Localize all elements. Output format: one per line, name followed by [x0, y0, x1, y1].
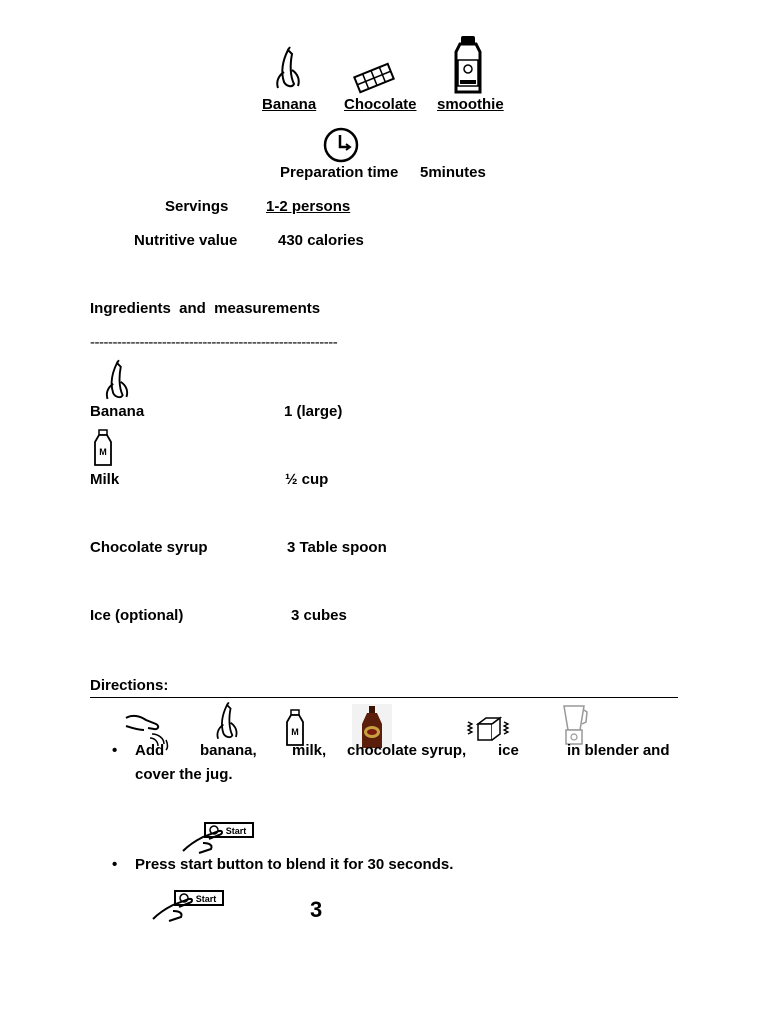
step1-end: in blender and [567, 742, 670, 759]
prep-time-label: Preparation time [280, 164, 399, 181]
chocolate-bar-icon [352, 62, 396, 94]
ingredient-amount: 3 cubes [291, 607, 347, 624]
ingredient-name: Milk [90, 471, 120, 488]
ingredient-amount: 1 (large) [284, 403, 343, 420]
ingredient-amount: 3 Table spoon [287, 539, 387, 556]
ingredient-name: Ice (optional) [90, 607, 184, 624]
banana-icon [211, 700, 243, 742]
ingredients-divider: ------------------------------------------------------- [90, 334, 338, 351]
step1-line2: cover the jug. [135, 766, 233, 783]
servings-value: 1-2 persons [266, 198, 351, 215]
title-word-banana: Banana [262, 96, 317, 113]
press-start-icon [181, 821, 257, 857]
ingredients-heading: Ingredients and measurements [90, 300, 321, 317]
milk-bottle-icon [93, 429, 113, 467]
blender-icon [560, 704, 588, 746]
ingredient-name: Banana [90, 403, 145, 420]
servings-label: Servings [165, 198, 229, 215]
ingredient-name: Chocolate syrup [90, 539, 208, 556]
step2-text: Press start button to blend it for 30 seconds. [135, 856, 454, 873]
svg-text:M: M [99, 447, 107, 457]
step1-add: Add [135, 742, 165, 759]
directions-rule [90, 697, 678, 698]
countdown-number: 3 [310, 897, 323, 922]
press-start-icon [151, 889, 227, 925]
svg-text:M: M [291, 727, 299, 737]
nutrition-value: 430 calories [278, 232, 364, 249]
ingredient-amount: ½ cup [285, 471, 329, 488]
directions-heading: Directions: [90, 677, 169, 694]
prep-time-value: 5minutes [420, 164, 486, 181]
ice-cube-icon [464, 714, 510, 744]
clock-icon [323, 127, 359, 163]
title-word-chocolate: Chocolate [344, 96, 417, 113]
banana-icon [100, 359, 134, 401]
bullet-marker: • [112, 742, 118, 759]
start-label: Start [195, 894, 217, 904]
smoothie-bottle-icon [450, 34, 486, 96]
title-word-smoothie: smoothie [437, 96, 504, 113]
banana-icon [270, 46, 306, 90]
step1-banana: banana, [200, 742, 257, 759]
start-label: Start [225, 826, 247, 836]
step1-ice: ice [498, 742, 519, 759]
step1-milk: milk, [292, 742, 327, 759]
nutrition-label: Nutritive value [134, 232, 238, 249]
step1-syrup: chocolate syrup, [347, 742, 467, 759]
bullet-marker: • [112, 856, 118, 873]
